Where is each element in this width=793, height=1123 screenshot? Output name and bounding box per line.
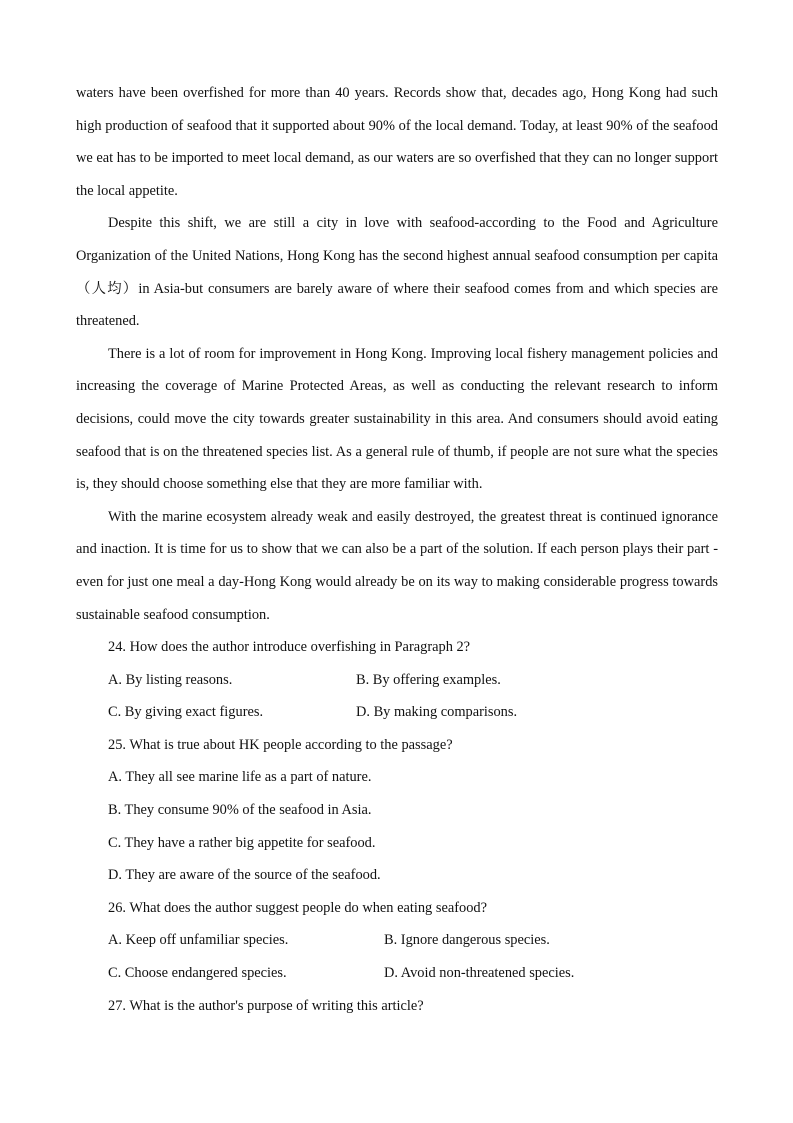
question-25-option-d: D. They are aware of the source of the seafood. xyxy=(108,867,381,884)
question-24-options-row-1 xyxy=(76,664,718,697)
question-27 xyxy=(76,990,718,1023)
question-27-stem: 27. What is the author's purpose of writing this article? xyxy=(108,997,424,1014)
question-26-option-d: D. Avoid non-threatened species. xyxy=(384,965,575,982)
passage-paragraph-2: Despite this shift, we are still a city in love with seafood-according to the Food and Agriculture Organization of the United Nations, Hong Kong has the second highest annual seafood consumption per capita （人均）in Asia-but consumers are barely aware of where their seafood comes from and which species are threatened. xyxy=(76,215,718,330)
passage-paragraph-4: With the marine ecosystem already weak and easily destroyed, the greatest threat is continued ignorance and inaction. It is time for us to show that we can also be a part of the solution. If each person plays their part - even for just one meal a day-Hong Kong would already be on its way to making considerable progress towards sustainable seafood consumption. xyxy=(76,508,718,623)
question-24-option-a: A. By listing reasons. xyxy=(108,671,233,688)
question-25 xyxy=(76,729,718,892)
question-26-option-c: C. Choose endangered species. xyxy=(108,965,287,982)
question-25-option-b: B. They consume 90% of the seafood in Asia. xyxy=(108,802,372,819)
question-26-stem: 26. What does the author suggest people do when eating seafood? xyxy=(108,899,487,916)
question-25-stem: 25. What is true about HK people according to the passage? xyxy=(108,736,453,753)
question-25-option-c: C. They have a rather big appetite for seafood. xyxy=(108,834,376,851)
question-26-option-a: A. Keep off unfamiliar species. xyxy=(108,932,289,949)
question-26 xyxy=(76,892,718,990)
question-24-option-c: C. By giving exact figures. xyxy=(108,704,264,721)
question-26-options-row-1 xyxy=(76,924,718,957)
question-24-option-b: B. By offering examples. xyxy=(356,671,501,688)
passage-paragraph-1-continued: waters have been overfished for more than 40 years. Records show that, decades ago, Hong Kong had such high production of seafood that it supported about 90% of the local demand. Today, at least 90% of the seafood we eat has to be imported to meet local demand, as our waters are so overfished that they can no longer support the local appetite. xyxy=(76,85,718,199)
question-24-option-d: D. By making comparisons. xyxy=(356,704,518,721)
question-26-options-row-2 xyxy=(76,957,718,990)
question-24 xyxy=(76,631,718,729)
question-24-options-row-2 xyxy=(76,696,718,729)
exam-page xyxy=(76,77,718,1022)
passage-paragraph-3: There is a lot of room for improvement in Hong Kong. Improving local fishery management policies and increasing the coverage of Marine Protected Areas, as well as conducting the relevant research to inform decisions, could move the city towards greater sustainability in this area. And consumers should avoid eating seafood that is on the threatened species list. As a general rule of thumb, if people are not sure what the species is, they should choose something else that they are more familiar with. xyxy=(76,345,718,493)
question-26-option-b: B. Ignore dangerous species. xyxy=(384,932,550,949)
question-24-stem: 24. How does the author introduce overfishing in Paragraph 2? xyxy=(108,639,471,656)
question-25-option-a: A. They all see marine life as a part of nature. xyxy=(108,769,372,786)
